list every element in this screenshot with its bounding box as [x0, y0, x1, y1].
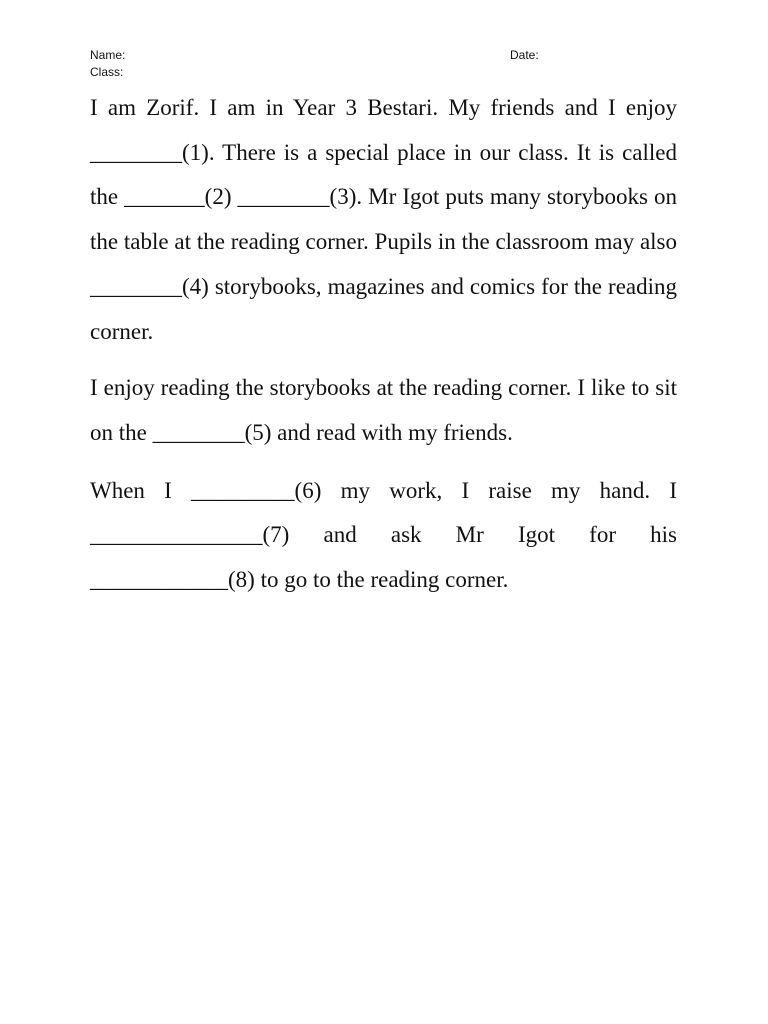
- date-label: Date:: [510, 48, 539, 62]
- paragraph-3: When I _________(6) my work, I raise my hand. I _______________(7) and ask Mr Igot for his ____________(8) to go to the reading corner.: [90, 477, 677, 593]
- paragraph-1: I am Zorif. I am in Year 3 Bestari. My friends and I enjoy ________(1). There is a special place in our class. It is called the _______(2) ________(3). Mr Igot puts many storybooks on the table at the reading corner. Pupils in the classroom may also ________(4) storybooks, magazines and comics for the reading corner.: [90, 95, 677, 344]
- class-label: Class:: [90, 65, 124, 79]
- cloze-passage: [90, 86, 677, 603]
- name-label: Name:: [90, 48, 126, 62]
- worksheet-header: [90, 47, 680, 81]
- paragraph-2: I enjoy reading the storybooks at the reading corner. I like to sit on the ________(5) and read with my friends.: [90, 375, 677, 445]
